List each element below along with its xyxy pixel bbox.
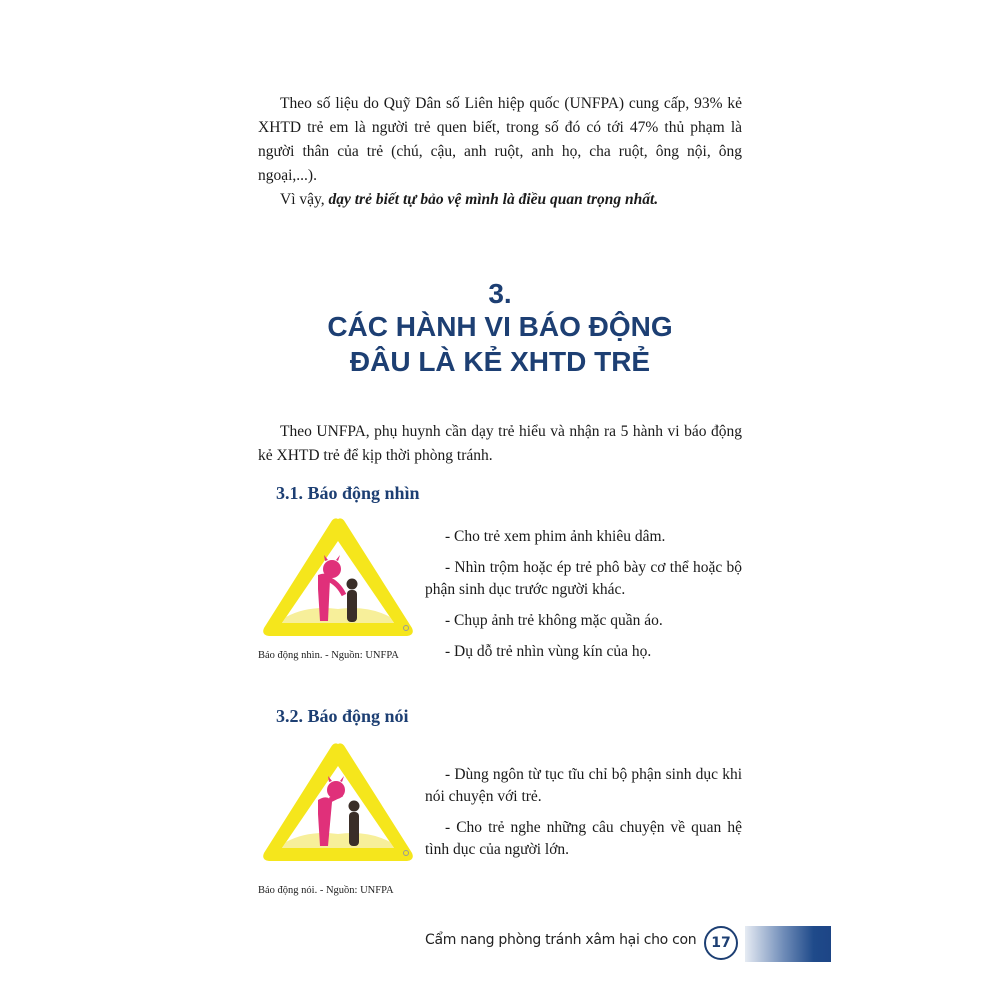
subsection-heading-look: 3.1. Báo động nhìn (276, 483, 420, 503)
bullet-list-look (425, 526, 742, 672)
bullet-item: - Dụ dỗ trẻ nhìn vùng kín của họ. (445, 643, 652, 660)
conclusion-paragraph: Vì vậy, dạy trẻ biết tự bảo vệ mình là điều quan trọng nhất. (280, 191, 659, 208)
conclusion-emphasis: dạy trẻ biết tự bảo vệ mình là điều quan trọng nhất. (328, 191, 659, 208)
footer-book-title: Cẩm nang phòng tránh xâm hại cho con (425, 932, 697, 948)
section-number: 3. (488, 278, 512, 309)
image-caption-look: Báo động nhìn. - Nguồn: UNFPA (258, 650, 399, 661)
subsection-heading-talk: 3.2. Báo động nói (276, 706, 409, 726)
image-caption-talk: Báo động nói. - Nguồn: UNFPA (258, 885, 394, 896)
bullet-item: - Chụp ảnh trẻ không mặc quần áo. (445, 612, 663, 629)
footer-gradient-bar (745, 926, 831, 962)
page-number: 17 (704, 926, 738, 960)
bullet-item: - Cho trẻ nghe những câu chuyện về quan hệ tình dục của người lớn. (425, 819, 742, 858)
section-intro: Theo UNFPA, phụ huynh cần dạy trẻ hiểu và nhận ra 5 hành vi báo động kẻ XHTD trẻ để kịp thời phòng tránh. (258, 423, 742, 464)
bullet-list-talk (425, 764, 742, 870)
section-title-line1: CÁC HÀNH VI BÁO ĐỘNG (327, 311, 673, 342)
section-title-line2: ĐÂU LÀ KẺ XHTD TRẺ (349, 346, 651, 377)
bullet-item: - Cho trẻ xem phim ảnh khiêu dâm. (445, 528, 666, 545)
warning-sign-talking-icon (258, 738, 418, 866)
bullet-item: - Dùng ngôn từ tục tĩu chỉ bộ phận sinh dục khi nói chuyện với trẻ. (425, 766, 742, 805)
warning-sign-looking-icon (258, 513, 418, 641)
bullet-item: - Nhìn trộm hoặc ép trẻ phô bày cơ thể hoặc bộ phận sinh dục trước người khác. (425, 559, 742, 598)
intro-paragraph: Theo số liệu do Quỹ Dân số Liên hiệp quốc (UNFPA) cung cấp, 93% kẻ XHTD trẻ em là người trẻ quen biết, trong số đó có tới 47% thủ phạm là người thân của trẻ (chú, cậu, anh ruột, anh họ, cha ruột, ông nội, ông ngoại,...). (258, 95, 742, 184)
